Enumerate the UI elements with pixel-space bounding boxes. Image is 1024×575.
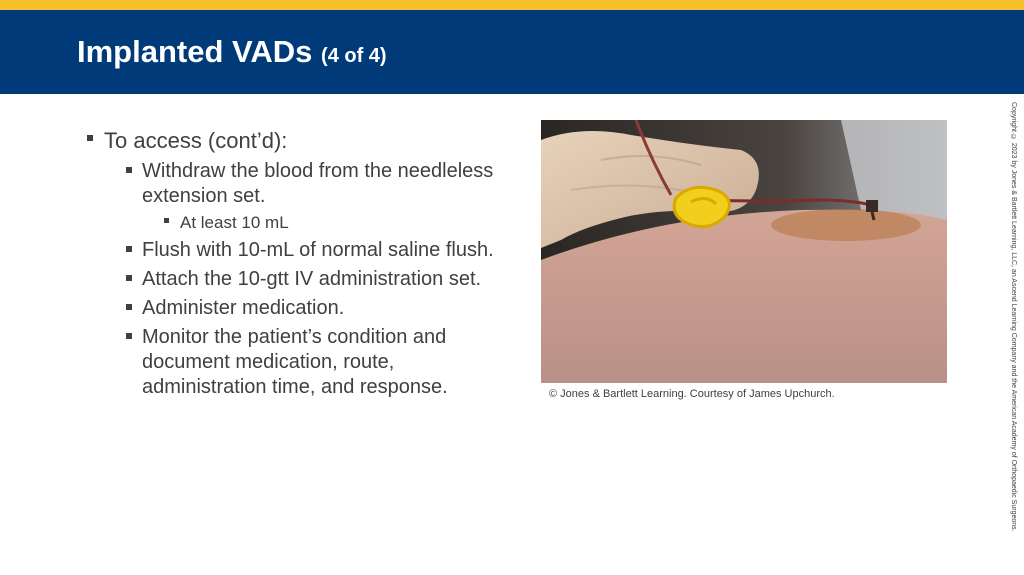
bullet-square-icon — [126, 246, 132, 252]
photo-illustration — [541, 120, 947, 383]
bullet-square-icon — [126, 333, 132, 339]
bullet-text: At least 10 mL — [180, 213, 289, 232]
bullet-list — [86, 127, 506, 400]
bullet-level3 — [163, 212, 506, 234]
clinical-photo — [541, 120, 947, 383]
bullet-level2 — [125, 238, 506, 263]
top-accent-stripe — [0, 0, 1024, 10]
bullet-level2 — [125, 267, 506, 292]
bullet-square-icon — [126, 275, 132, 281]
bullet-text: Monitor the patient’s condition and document medication, route, administration time, and response. — [142, 326, 448, 398]
bullet-text: To access (cont’d): — [104, 128, 288, 153]
bullet-text: Withdraw the blood from the needleless extension set. — [142, 160, 494, 207]
bullet-level1 — [86, 127, 506, 155]
bullet-level2 — [125, 325, 506, 400]
bullet-square-icon — [126, 167, 132, 173]
bullet-square-icon — [164, 218, 169, 223]
bullet-level2 — [125, 159, 506, 209]
slide-title-text: Implanted VADs — [77, 34, 313, 69]
slide-title-counter: (4 of 4) — [321, 45, 387, 67]
copyright-notice: Copyright © 2023 by Jones & Bartlett Learning, LLC, an Ascend Learning Company and the American Academy of Orthopaedic Surgeons. — [1010, 102, 1017, 532]
bullet-text: Attach the 10-gtt IV administration set. — [142, 268, 482, 290]
bullet-text: Flush with 10-mL of normal saline flush. — [142, 239, 494, 261]
bullet-square-icon — [126, 304, 132, 310]
slide-title — [77, 34, 387, 74]
bullet-square-icon — [87, 135, 93, 141]
bullet-text: Administer medication. — [142, 297, 345, 319]
photo-caption: © Jones & Bartlett Learning. Courtesy of James Upchurch. — [549, 388, 835, 400]
bullet-level2 — [125, 296, 506, 321]
